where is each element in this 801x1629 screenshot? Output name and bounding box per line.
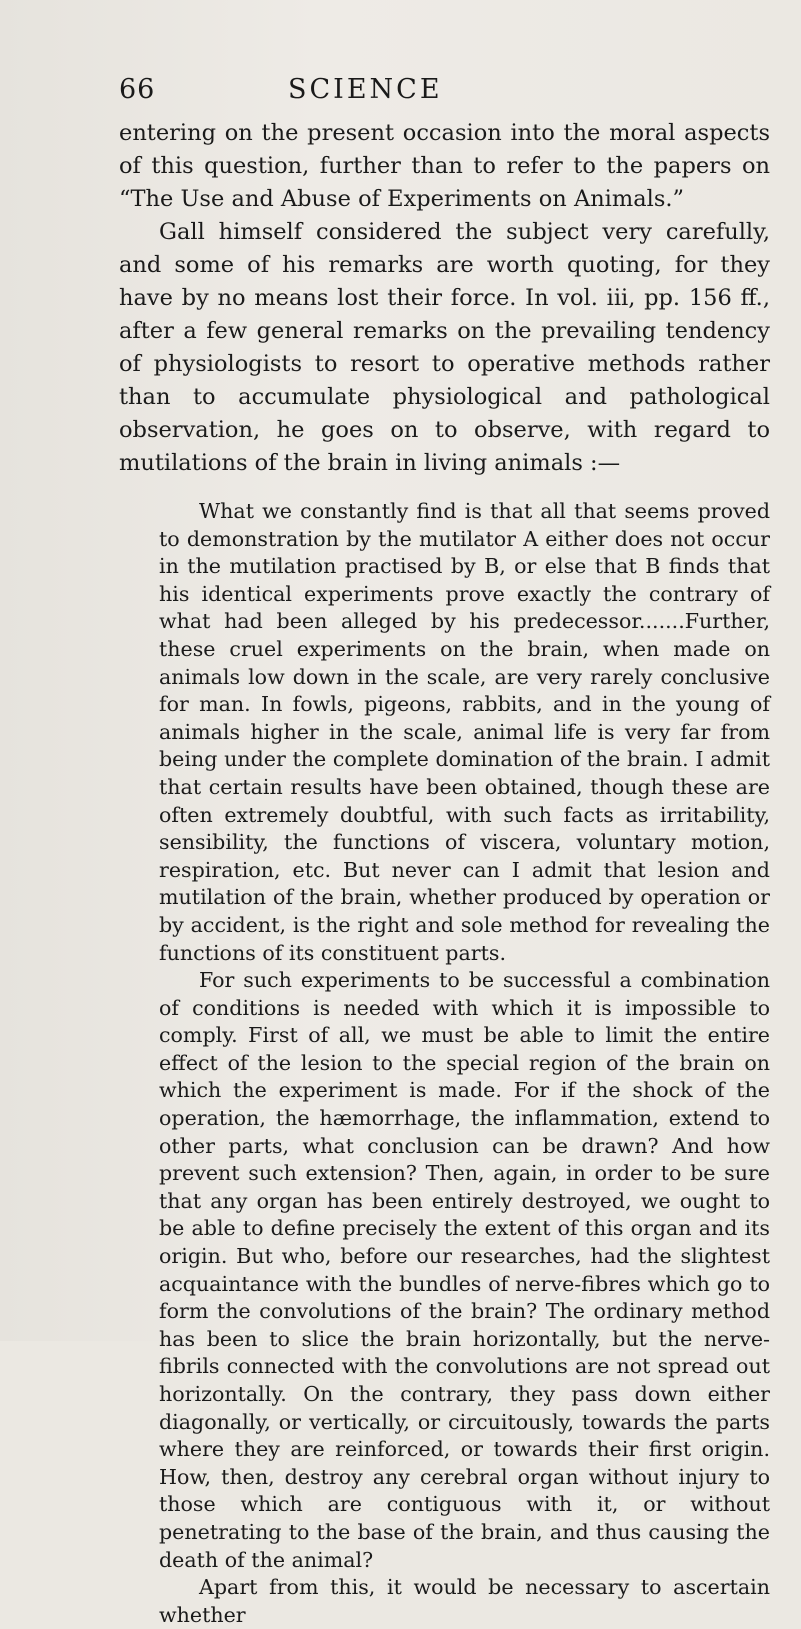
- running-head: SCIENCE: [288, 74, 443, 105]
- body-text: [119, 117, 770, 1629]
- intro-text: [119, 117, 770, 480]
- page-number: 66: [119, 74, 156, 105]
- paragraph: Gall himself considered the subject very carefully, and some of his remarks are worth quoting, for they have by no means lost their force. In vol. iii, pp. 156 ff., after a few general remarks on the prevailing tendency of physiologists to resort to operative methods rather than to accumulate physiological and pathological observation, he goes on to observe, with regard to mutilations of the brain in living animals :—: [119, 219, 770, 476]
- block-quote: [119, 498, 770, 1629]
- quote-paragraph: For such experiments to be successful a combination of conditions is needed with which it is impossible to comply. First of all, we must be able to limit the entire effect of the lesion to the special region of the brain on which the experiment is made. For if the shock of the operation, the hæmorrhage, the inflammation, extend to other parts, what conclusion can be drawn? And how prevent such extension? Then, again, in order to be sure that any organ has been entirely destroyed, we ought to be able to define precisely the extent of this organ and its origin. But who, before our researches, had the slightest acquaintance with the bundles of nerve-fibres which go to form the convolutions of the brain? The ordinary method has been to slice the brain horizontally, but the nerve-fibrils connected with the convolutions are not spread out horizontally. On the contrary, they pass down either diagonally, or vertically, or circuitously, towards the parts where they are reinforced, or towards their first origin. How, then, destroy any cerebral organ without injury to those which are contiguous with it, or without penetrating to the base of the brain, and thus causing the death of the animal?: [159, 968, 770, 1572]
- page-header: [119, 74, 761, 104]
- quote-paragraph: Apart from this, it would be necessary to ascertain whether: [159, 1575, 770, 1627]
- paragraph: entering on the present occasion into the moral aspects of this question, further than to refer to the papers on “The Use and Abuse of Experiments on Animals.”: [119, 120, 770, 212]
- quote-paragraph: What we constantly find is that all that seems proved to demonstration by the mutilator A either does not occur in the mutilation practised by B, or else that B finds that his identical experiments prove exactly the contrary of what had been alleged by his predecessor.......Further, these cruel experiments on the brain, when made on animals low down in the scale, are very rarely conclusive for man. In fowls, pigeons, rabbits, and in the young of animals higher in the scale, animal life is very far from being under the complete domination of the brain. I admit that certain results have been obtained, though these are often extremely doubtful, with such facts as irritability, sensibility, the functions of viscera, voluntary motion, respiration, etc. But never can I admit that lesion and mutilation of the brain, whether produced by operation or by accident, is the right and sole method for revealing the functions of its constituent parts.: [159, 499, 770, 965]
